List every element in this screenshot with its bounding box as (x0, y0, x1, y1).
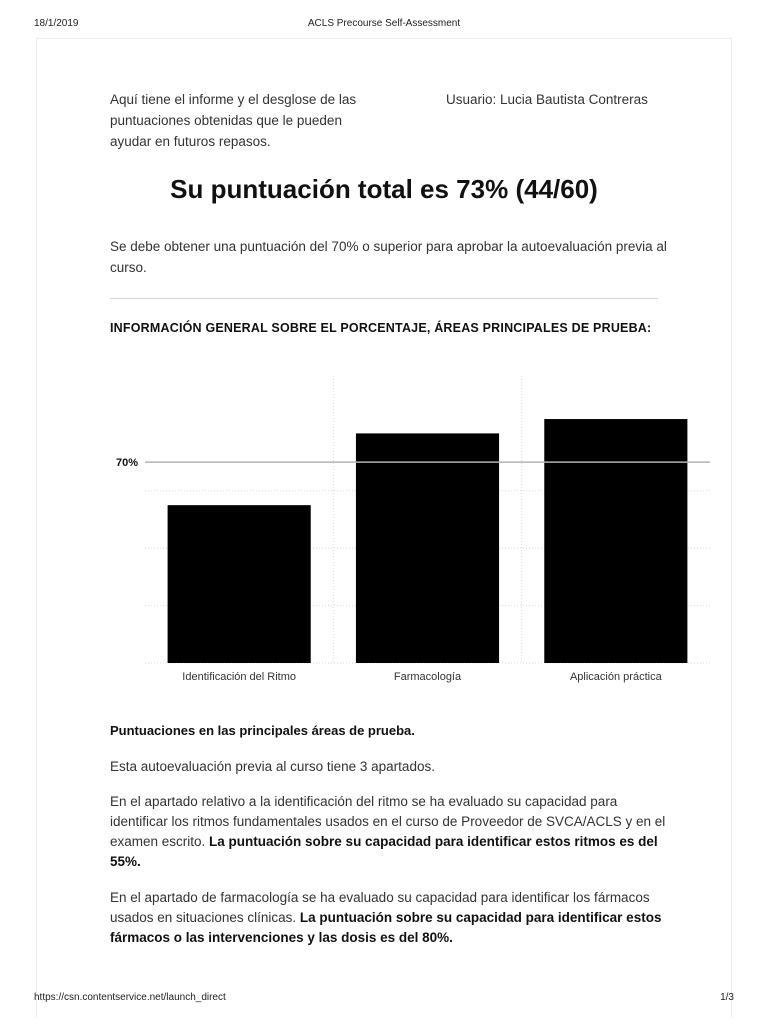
page-number: 1/3 (720, 992, 734, 1003)
rhythm-paragraph-text: En el apartado relativo a la identificación del ritmo se ha evaluado su capacidad para identificar los ritmos fundamentales usados en el curso de Proveedor de SVCA/ACLS y en el examen escrito. (110, 794, 666, 849)
category-label: Farmacología (393, 671, 462, 683)
bar-2 (356, 433, 499, 663)
category-label: Aplicación práctica (569, 671, 662, 683)
print-date: 18/1/2019 (34, 18, 79, 29)
page-url: https://csn.contentservice.net/launch_direct (34, 992, 226, 1003)
bar-1 (168, 505, 311, 663)
pass-requirement: Se debe obtener una puntuación del 70% o superior para aprobar la autoevaluación previa al curso. (110, 239, 667, 275)
rhythm-score-statement: La puntuación sobre su capacidad para identificar estos ritmos es del 55%. (110, 834, 658, 869)
rhythm-paragraph (110, 792, 670, 872)
document-title: ACLS Precourse Self-Assessment (307, 18, 461, 29)
intro-text: Aquí tiene el informe y el desglose de las puntuaciones obtenidas que le pueden ayudar en futuros repasos. (110, 92, 357, 149)
areas-heading: Puntuaciones en las principales áreas de prueba. (110, 723, 415, 738)
bar-3 (544, 419, 687, 663)
pharmacology-paragraph-text: En el apartado de farmacología se ha evaluado su capacidad para identificar los fármacos usados en situaciones clínicas. (110, 890, 650, 925)
chart-section-heading: INFORMACIÓN GENERAL SOBRE EL PORCENTAJE, ÁREAS PRINCIPALES DE PRUEBA: (110, 321, 652, 335)
threshold-label: 70% (115, 457, 138, 470)
pharmacology-paragraph (110, 888, 670, 948)
category-label: Identificación del Ritmo (182, 671, 297, 683)
areas-intro-paragraph: Esta autoevaluación previa al curso tiene 3 apartados. (110, 759, 435, 774)
total-score: Su puntuación total es 73% (44/60) (170, 174, 598, 204)
user-name: Usuario: Lucia Bautista Contreras (446, 92, 648, 107)
print-footer (34, 992, 734, 1006)
pharmacology-score-statement: La puntuación sobre su capacidad para identificar estos fármacos o las intervenciones y las dosis es del 80%. (110, 910, 662, 945)
